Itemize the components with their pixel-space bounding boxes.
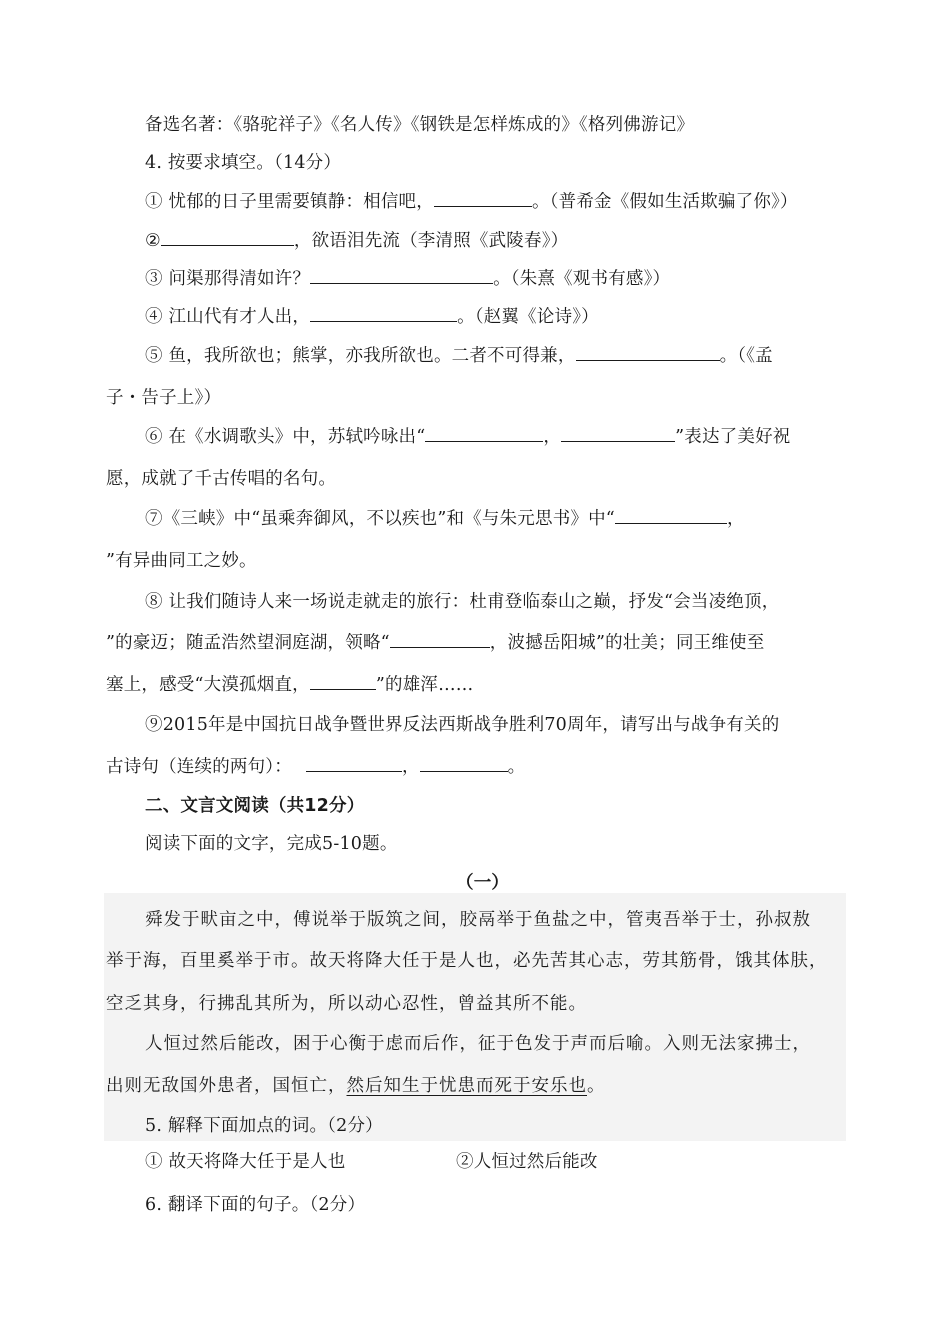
answer-blank[interactable]	[161, 229, 294, 246]
passage-line-2: 举于海，百里奚举于市。故天将降大任于是人也，必先苦其心志，劳其筋骨，饿其体肤，	[106, 951, 828, 971]
book-title: 《名人传》	[330, 115, 411, 135]
item-text: ”表达了美好祝	[675, 427, 791, 447]
q6-title: 6. 翻译下面的句子。（2分）	[145, 1195, 366, 1215]
q4-item-9: ⑨2015年是中国抗日战争暨世界反法西斯战争胜利70周年，请写出与战争有关的	[145, 715, 780, 735]
book-title: 《钢铁是怎样炼成的》	[410, 115, 579, 135]
passage-line-5	[106, 1074, 606, 1098]
item-text: ⑤ 鱼，我所欲也；熊掌，亦我所欲也。二者不可得兼，	[145, 346, 576, 366]
q4-item-7	[145, 507, 745, 531]
answer-blank[interactable]	[310, 673, 376, 690]
q4-item-9-cont	[106, 755, 525, 779]
answer-blank[interactable]	[561, 425, 675, 442]
q4-item-6-cont: 愿，成就了千古传唱的名句。	[106, 469, 337, 489]
item-text: ，	[726, 509, 745, 529]
item-text: 。	[507, 757, 526, 777]
q4-item-5-cont: 子・告子上》）	[106, 388, 222, 408]
q4-item-8-cont-2	[106, 673, 474, 697]
q4-item-1	[145, 190, 798, 214]
item-text: ③ 问渠那得清如许？	[145, 269, 311, 289]
item-text: ⑥ 在《水调歌头》中，苏轼吟咏出“	[145, 427, 426, 447]
item-text: 古诗句（连续的两句）：	[106, 757, 292, 777]
q5-item-2: ②人恒过然后能改	[456, 1152, 598, 1172]
underlined-sentence: 然后知生于忧患而死于安乐也	[346, 1076, 587, 1096]
item-text: ① 忧郁的日子里需要镇静：相信吧，	[145, 192, 434, 212]
q4-item-2	[145, 229, 568, 253]
answer-blank[interactable]	[576, 344, 720, 361]
item-text: ，	[401, 757, 420, 777]
item-text: 塞上，感受“大漠孤烟直，	[106, 675, 310, 695]
item-text: ⑦《三峡》中“虽乘奔御风，不以疾也”和《与朱元思书》中“	[145, 509, 615, 529]
section-title: 二、文言文阅读（共12分）	[145, 796, 365, 816]
q4-item-3	[145, 267, 670, 291]
item-text: ”的雄浑……	[375, 675, 474, 695]
q4-item-7-cont: ”有异曲同工之妙。	[106, 551, 257, 571]
books-line	[145, 113, 694, 137]
passage-line-1: 舜发于畎亩之中，傅说举于版筑之间，胶鬲举于鱼盐之中，管夷吾举于士，孙叔敖	[145, 910, 811, 930]
answer-blank[interactable]	[434, 190, 532, 207]
q4-item-8-cont-1	[106, 631, 764, 655]
passage-line-3: 空乏其身，行拂乱其所为，所以动心忍性，曾益其所不能。	[106, 994, 587, 1014]
answer-blank[interactable]	[420, 755, 508, 772]
book-title: 《格列佛游记》	[578, 115, 695, 135]
q4-item-5	[145, 344, 773, 368]
q5-title: 5. 解释下面加点的词。（2分）	[145, 1116, 383, 1136]
item-text: ②	[145, 231, 161, 251]
item-text: ，波撼岳阳城”的壮美；同王维使至	[489, 633, 765, 653]
books-label: 备选名著：	[145, 115, 234, 135]
item-text: ，欲语泪先流（李清照《武陵春》）	[293, 231, 569, 251]
passage-line-4: 人恒过然后能改，困于心衡于虑而后作，征于色发于声而后喻。入则无法家拂士，	[145, 1034, 811, 1054]
answer-blank[interactable]	[425, 425, 543, 442]
passage-text: 出则无敌国外患者，国恒亡，	[106, 1076, 347, 1096]
passage-text: 。	[587, 1076, 606, 1096]
book-title: 《骆驼祥子》	[233, 115, 331, 135]
item-text: 。（普希金《假如生活欺骗了你》）	[531, 192, 798, 212]
item-text: ④ 江山代有才人出，	[145, 307, 311, 327]
item-text: ，	[543, 427, 562, 447]
item-text: 。（赵翼《论诗》）	[457, 307, 599, 327]
item-text: 。（朱熹《观书有感》）	[493, 269, 671, 289]
q4-title: 4. 按要求填空。（14分）	[145, 153, 342, 173]
section-instruction: 阅读下面的文字，完成5-10题。	[145, 834, 398, 854]
item-text: 。（《孟	[719, 346, 773, 366]
answer-blank[interactable]	[310, 267, 493, 284]
q4-item-6	[145, 425, 790, 449]
part-heading: （一）	[456, 873, 510, 893]
answer-blank[interactable]	[310, 305, 457, 322]
q4-item-4	[145, 305, 599, 329]
answer-blank[interactable]	[306, 755, 402, 772]
q4-item-8: ⑧ 让我们随诗人来一场说走就走的旅行：杜甫登临泰山之巅，抒发“会当凌绝顶，	[145, 592, 780, 612]
answer-blank[interactable]	[390, 631, 490, 648]
q5-item-1: ① 故天将降大任于是人也	[145, 1152, 346, 1172]
answer-blank[interactable]	[615, 507, 727, 524]
item-text: ”的豪迈；随孟浩然望洞庭湖，领略“	[106, 633, 390, 653]
